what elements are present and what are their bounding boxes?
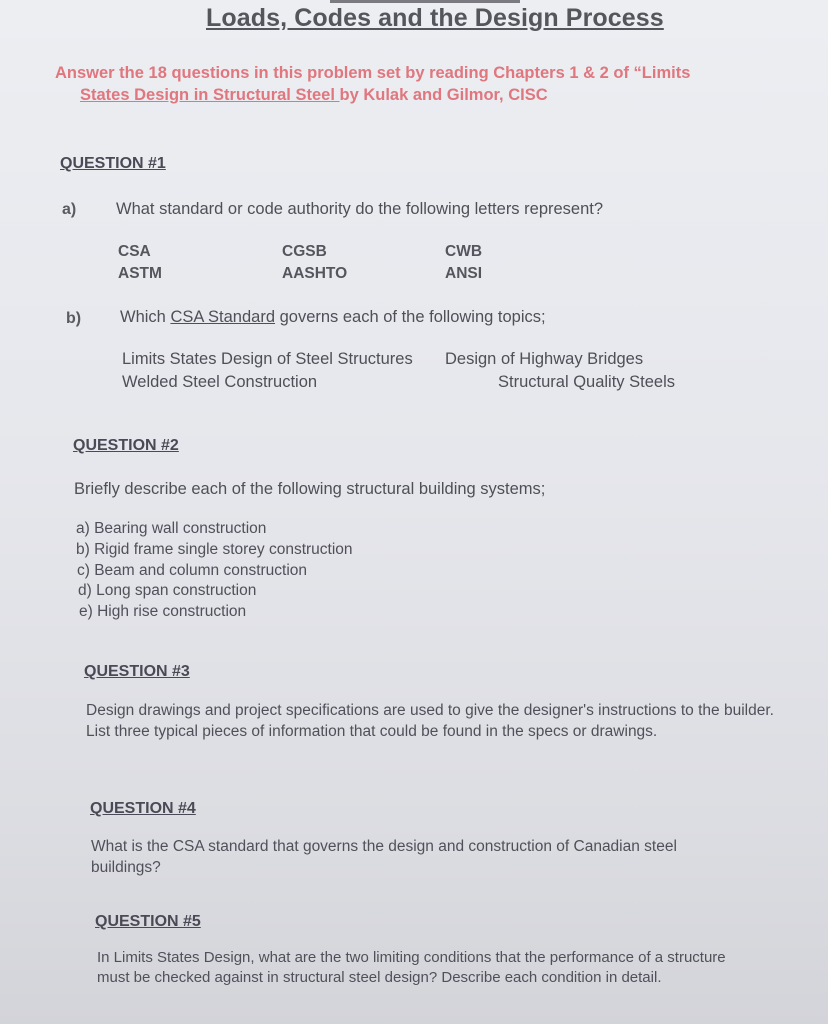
intro-author: by Kulak and Gilmor, CISC (339, 86, 548, 104)
book-title-link[interactable]: States Design in Structural Steel (80, 86, 340, 104)
topic-item: Design of Highway Bridges (445, 350, 644, 368)
list-item: a) Bearing wall construction (76, 520, 267, 537)
question-5-heading: QUESTION #5 (95, 913, 201, 930)
csa-standard-link: CSA Standard (170, 308, 276, 326)
question-2-text: Briefly describe each of the following structural building systems; (74, 480, 546, 498)
topic-item: Structural Quality Steels (498, 373, 675, 391)
code-item: ASTM (118, 265, 162, 282)
code-item: CWB (445, 243, 483, 260)
question-4-text: What is the CSA standard that governs the design and construction of Canadian steel buildings? (91, 838, 677, 876)
title-rule (330, 0, 520, 3)
topic-item: Limits States Design of Steel Structures (122, 350, 413, 368)
page-title: Loads, Codes and the Design Process (206, 4, 664, 32)
code-item: CGSB (282, 243, 327, 260)
question-3-text: Design drawings and project specifications are used to give the designer's instructions to the builder. List three typical pieces of information that could be found in the specs or drawings. (86, 702, 774, 740)
code-item: CSA (118, 243, 151, 260)
list-item: e) High rise construction (79, 603, 247, 620)
code-item: AASHTO (282, 265, 348, 282)
question-5-text: In Limits States Design, what are the two limiting conditions that the performance of a structure must be checked against in structural steel design? Describe each condition in detail. (97, 949, 726, 986)
intro-line-2 (80, 86, 548, 105)
question-4-heading: QUESTION #4 (90, 800, 196, 817)
question-2-heading: QUESTION #2 (73, 437, 179, 454)
intro-line-1: Answer the 18 questions in this problem set by reading Chapters 1 & 2 of “Limits (55, 64, 691, 82)
code-item: ANSI (445, 265, 483, 282)
question-1b-text: Which CSA Standard governs each of the following topics; (120, 308, 546, 326)
list-item: c) Beam and column construction (77, 562, 308, 579)
question-1a-letter: a) (62, 201, 77, 218)
list-item: d) Long span construction (78, 582, 257, 599)
topic-item: Welded Steel Construction (122, 373, 318, 391)
question-3-heading: QUESTION #3 (84, 663, 190, 680)
question-1b-letter: b) (66, 310, 82, 327)
question-1-heading: QUESTION #1 (60, 155, 166, 172)
question-1a-text: What standard or code authority do the following letters represent? (116, 200, 604, 218)
list-item: b) Rigid frame single storey construction (76, 541, 353, 558)
